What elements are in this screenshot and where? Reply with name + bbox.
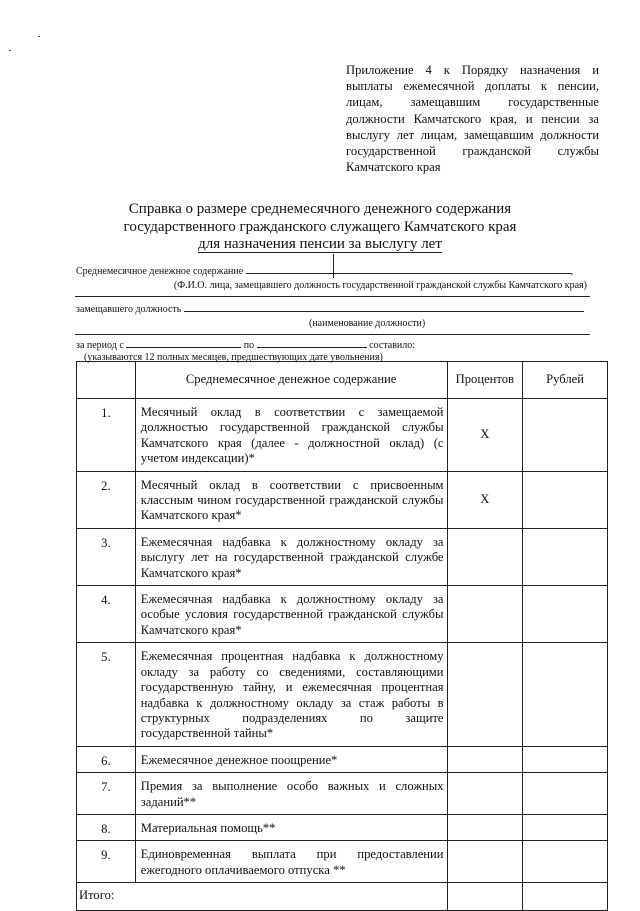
row-description: Ежемесячная надбавка к должностному окладу за особые условия государственной гражданской службы Камчатского края* — [135, 586, 447, 643]
blank-rule — [75, 296, 590, 297]
row-percent[interactable]: X — [447, 399, 523, 472]
appendix-line: Приложение 4 к Порядку назначения и — [346, 63, 599, 77]
row-description: Месячный оклад в соответствии с замещаемой должностью государственной гражданской службы Камчатского края (далее - должностной оклад) (с учетом индексации)* — [135, 399, 447, 472]
appendix-line: лицам, замещавшим государственные — [346, 95, 599, 110]
table-row — [77, 528, 608, 585]
avg-content-row: Среднемесячное денежное содержание , — [76, 266, 574, 277]
blank-rule — [75, 334, 590, 335]
table-row — [77, 471, 608, 528]
table-row — [77, 746, 608, 772]
period-to-field[interactable] — [257, 347, 367, 348]
row-rubles[interactable] — [523, 773, 608, 815]
header-rubles: Рублей — [523, 362, 608, 399]
row-number: 5. — [77, 643, 136, 746]
row-description: Ежемесячная процентная надбавка к должностному окладу за работу со сведениями, составляющими государственную тайну, и ежемесячная процентная надбавка к должностному окладу за стаж работы в структурных подразделениях по защите государственной тайны* — [135, 643, 447, 746]
table-row — [77, 643, 608, 746]
period-row — [76, 340, 590, 352]
avg-content-hint: (Ф.И.О. лица, замещавшего должность государственной гражданской службы Камчатского края) — [173, 280, 587, 291]
row-rubles[interactable] — [523, 399, 608, 472]
appendix-line: Камчатского края — [346, 160, 441, 175]
table-row — [77, 841, 608, 883]
table-header-row — [77, 362, 608, 399]
row-percent[interactable] — [447, 773, 523, 815]
row-description: Ежемесячное денежное поощрение* — [135, 746, 447, 772]
total-label: Итого: — [77, 883, 448, 911]
row-description: Месячный оклад в соответствии с присвоенным классным чином государственной гражданской службы Камчатского края* — [135, 471, 447, 528]
appendix-line: выслугу лет лицам, замещавшим должности — [346, 127, 599, 142]
period-result-label: составило: — [369, 340, 416, 351]
position-field-line[interactable] — [184, 311, 584, 312]
row-rubles[interactable] — [523, 528, 608, 585]
title-line-3: для назначения пенсии за выслугу лет — [198, 236, 442, 252]
table-row — [77, 399, 608, 472]
pay-table — [76, 361, 608, 911]
appendix-line: государственной гражданской службы — [346, 144, 599, 159]
table-row — [77, 814, 608, 840]
row-description: Ежемесячная надбавка к должностному окладу за выслугу лет на государственной гражданской службе Камчатского края* — [135, 528, 447, 585]
row-number: 1. — [77, 399, 136, 472]
total-row — [77, 883, 608, 911]
row-rubles[interactable] — [523, 643, 608, 746]
header-percent: Процентов — [447, 362, 523, 399]
row-description: Премия за выполнение особо важных и сложных заданий** — [135, 773, 447, 815]
scan-speck — [38, 36, 40, 37]
row-rubles[interactable] — [523, 471, 608, 528]
row-percent[interactable] — [447, 746, 523, 772]
row-percent[interactable]: X — [447, 471, 523, 528]
header-content: Среднемесячное денежное содержание — [135, 362, 447, 399]
row-description: Единовременная выплата при предоставлении ежегодного оплачиваемого отпуска ** — [135, 841, 447, 883]
title-line-1: Справка о размере среднемесячного денежного содержания — [128, 201, 512, 217]
period-hint: (указываются 12 полных месяцев, предшествующих дате увольнения) — [84, 352, 383, 363]
avg-content-label: Среднемесячное денежное содержание — [76, 266, 244, 277]
table-row — [77, 586, 608, 643]
appendix-line: выплаты ежемесячной доплаты к пенсии, — [346, 79, 599, 94]
row-number: 7. — [77, 773, 136, 815]
period-from-field[interactable] — [126, 347, 241, 348]
name-field-line[interactable] — [246, 273, 571, 274]
appendix-line: должности Камчатского края, и пенсии за — [346, 111, 599, 126]
header-num-cell — [77, 362, 136, 399]
row-rubles[interactable] — [523, 586, 608, 643]
scan-speck — [9, 50, 11, 51]
row-percent[interactable] — [447, 643, 523, 746]
row-number: 3. — [77, 528, 136, 585]
table-row — [77, 773, 608, 815]
position-hint: (наименование должности) — [309, 318, 426, 329]
row-number: 4. — [77, 586, 136, 643]
row-percent[interactable] — [447, 586, 523, 643]
row-percent[interactable] — [447, 841, 523, 883]
position-row — [76, 304, 590, 316]
row-number: 8. — [77, 814, 136, 840]
row-number: 6. — [77, 746, 136, 772]
row-rubles[interactable] — [523, 746, 608, 772]
row-number: 2. — [77, 471, 136, 528]
position-label: замещавшего должность — [76, 304, 182, 315]
total-percent[interactable] — [447, 883, 523, 911]
period-from-label: за период с — [76, 340, 124, 351]
row-number: 9. — [77, 841, 136, 883]
period-to-label: по — [243, 340, 255, 351]
row-percent[interactable] — [447, 528, 523, 585]
title-line-2: государственного гражданского служащего Камчатского края — [123, 218, 517, 235]
row-rubles[interactable] — [523, 841, 608, 883]
row-percent[interactable] — [447, 814, 523, 840]
total-rubles[interactable] — [523, 883, 608, 911]
row-rubles[interactable] — [523, 814, 608, 840]
row-description: Материальная помощь** — [135, 814, 447, 840]
document-title — [0, 201, 640, 254]
appendix-note — [346, 62, 599, 175]
